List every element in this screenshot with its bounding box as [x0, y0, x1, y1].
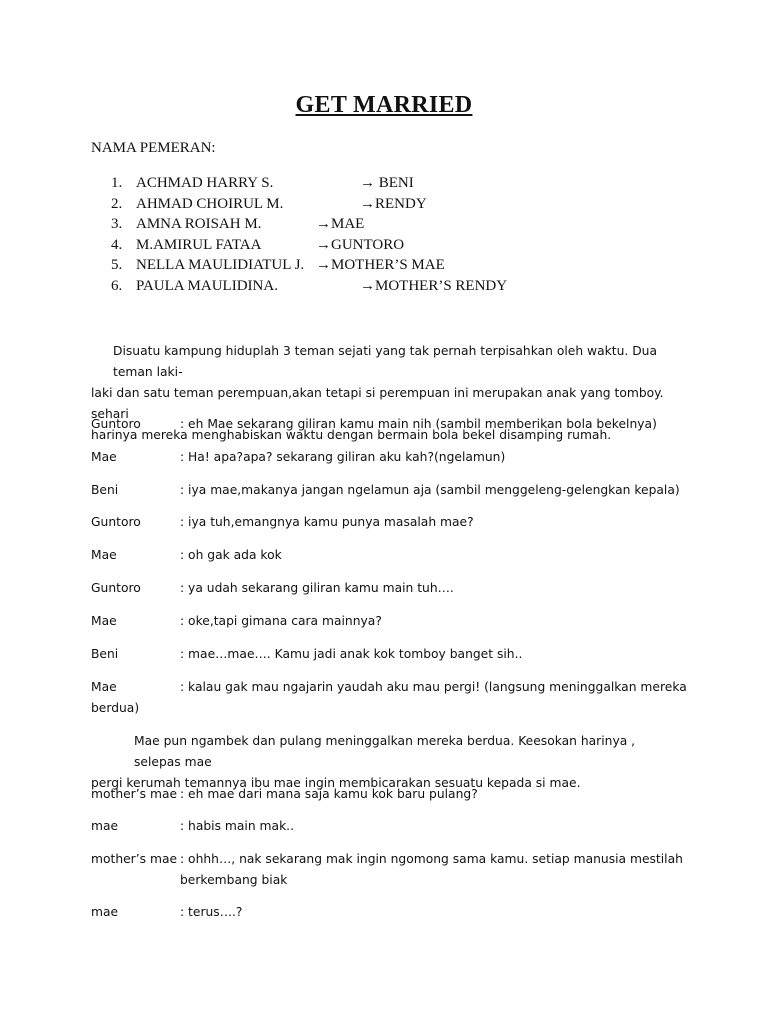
paragraph-line: Mae pun ngambek dan pulang meninggalkan mereka berdua. Keesokan harinya , selepas mae — [134, 734, 636, 769]
dialog-continuation: berdua) — [91, 701, 140, 715]
speaker-name: Guntoro — [91, 417, 141, 431]
dialog-text: : ohhh…, nak sekarang mak ingin ngomong sama kamu. setiap manusia mestilah — [180, 852, 683, 866]
document-title: GET MARRIED — [295, 92, 473, 118]
dialog-text: : mae…mae…. Kamu jadi anak kok tomboy banget sih.. — [180, 647, 523, 661]
cast-item — [0, 235, 768, 256]
cast-heading: NAMA PEMERAN: — [91, 140, 216, 156]
cast-role: →MAE — [316, 216, 365, 233]
speaker-name: Guntoro — [91, 581, 141, 595]
dialog-text: : Ha! apa?apa? sekarang giliran aku kah?(ngelamun) — [180, 450, 506, 464]
cast-role: →MOTHER’S RENDY — [360, 277, 508, 294]
dialog-text: : ya udah sekarang giliran kamu main tuh…. — [180, 581, 454, 595]
cast-number: 4. — [111, 236, 123, 253]
dialog-text: : oke,tapi gimana cara mainnya? — [180, 614, 382, 628]
dialog-text: : eh Mae sekarang giliran kamu main nih (sambil memberikan bola bekelnya) — [180, 417, 657, 431]
cast-list — [0, 173, 768, 297]
cast-item — [0, 276, 768, 297]
cast-actor: PAULA MAULIDINA. — [136, 277, 278, 294]
speaker-name: Beni — [91, 647, 119, 661]
cast-role: →RENDY — [360, 195, 427, 212]
cast-actor: AHMAD CHOIRUL M. — [136, 195, 284, 212]
speaker-name: mae — [91, 819, 119, 833]
speaker-name: Mae — [91, 614, 117, 628]
speaker-name: Guntoro — [91, 515, 141, 529]
cast-role: →MOTHER’S MAE — [316, 257, 445, 274]
paragraph-line: Disuatu kampung hiduplah 3 teman sejati yang tak pernah terpisahkan oleh waktu. Dua teman laki- — [113, 344, 657, 379]
speaker-name: mother’s mae — [91, 852, 178, 866]
paragraph-line: pergi kerumah temannya ibu mae ingin membicarakan sesuatu kepada si mae. — [91, 776, 581, 790]
dialog-text: : iya mae,makanya jangan ngelamun aja (sambil menggeleng-gelengkan kepala) — [180, 483, 680, 497]
cast-actor: NELLA MAULIDIATUL J. — [136, 257, 305, 274]
cast-number: 1. — [111, 175, 123, 191]
cast-role: → BENI — [360, 175, 414, 191]
cast-item — [0, 214, 768, 235]
cast-number: 3. — [111, 216, 123, 233]
cast-role: →GUNTORO — [316, 236, 405, 253]
cast-item — [0, 173, 768, 194]
cast-item — [0, 255, 768, 276]
cast-number: 6. — [111, 277, 123, 294]
cast-number: 5. — [111, 257, 123, 274]
dialog-text: : oh gak ada kok — [180, 548, 282, 562]
cast-actor: M.AMIRUL FATAA — [136, 236, 262, 253]
dialog-text: : habis main mak.. — [180, 819, 295, 833]
speaker-name: Mae — [91, 450, 117, 464]
paragraph-line: harinya mereka menghabiskan waktu dengan bermain bola bekel disamping rumah. — [91, 428, 612, 442]
cast-item — [0, 194, 768, 215]
dialog-continuation: berkembang biak — [180, 873, 288, 887]
dialog-text: : terus….? — [180, 905, 243, 919]
speaker-name: Beni — [91, 483, 119, 497]
paragraph-line: laki dan satu teman perempuan,akan tetapi si perempuan ini merupakan anak yang tomboy. sehari — [91, 386, 664, 421]
speaker-name: Mae — [91, 680, 117, 694]
dialog-text: : eh mae dari mana saja kamu kok baru pulang? — [180, 787, 478, 801]
cast-actor: ACHMAD HARRY S. — [136, 175, 274, 191]
dialog-text: : kalau gak mau ngajarin yaudah aku mau pergi! (langsung meninggalkan mereka — [180, 680, 687, 694]
speaker-name: mae — [91, 905, 119, 919]
speaker-name: mother’s mae — [91, 787, 178, 801]
dialog-text: : iya tuh,emangnya kamu punya masalah mae? — [180, 515, 474, 529]
cast-number: 2. — [111, 195, 123, 212]
speaker-name: Mae — [91, 548, 117, 562]
cast-actor: AMNA ROISAH M. — [136, 216, 262, 233]
